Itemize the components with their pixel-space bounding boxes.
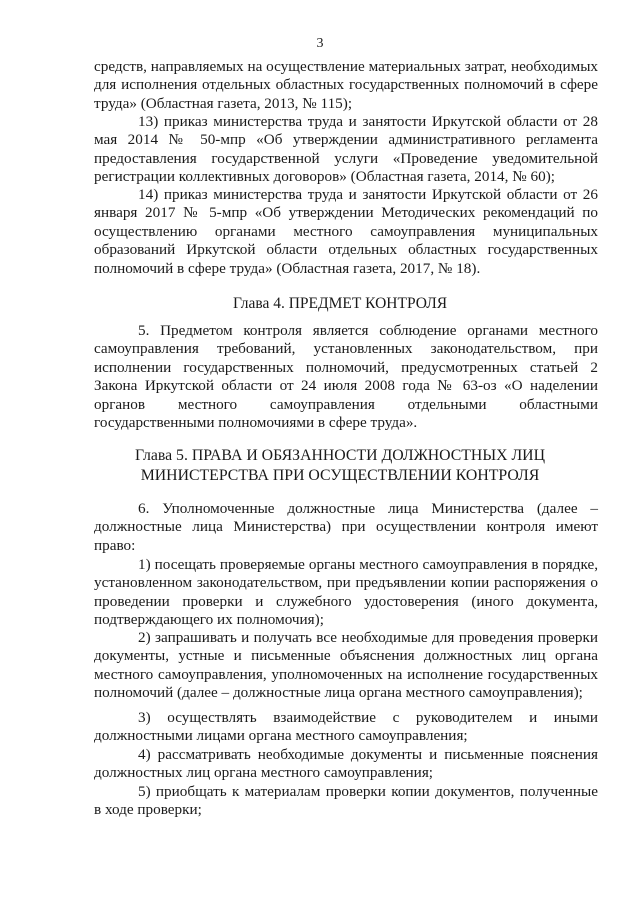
paragraph-item-13: 13) приказ министерства труда и занятости Иркутской области от 28 мая 2014 № 50-мпр «Об утверждении административного регламента предоставления государственной услуги «Проведение уведомительной регистрации коллективных договоров» (Областная газета, 2014, № 60); [94, 113, 598, 186]
paragraph-6: 6. Уполномоченные должностные лица Министерства (далее – должностные лица Министерства) при осуществлении контроля имеют право: [94, 500, 598, 554]
list-item-2: 2) запрашивать и получать все необходимые для проведения проверки документы, устные и письменные объяснения должностных лиц органа местного самоуправления, уполномоченных на исполнение государственных полномочий (далее – должностные лица органа местного самоуправления); [94, 629, 598, 702]
page-number: 3 [316, 36, 324, 51]
list-item-3: 3) осуществлять взаимодействие с руководителем и иными должностными лицами органа местного самоуправления; [94, 709, 598, 745]
list-item-1: 1) посещать проверяемые органы местного самоуправления в порядке, установленном законодательством, при предъявлении копии распоряжения о проведении проверки и служебного удостоверения (иного документа, подтверждающего их полномочия); [94, 556, 598, 629]
chapter-4-heading: Глава 4. ПРЕДМЕТ КОНТРОЛЯ [232, 295, 448, 312]
paragraph-item-14: 14) приказ министерства труда и занятости Иркутской области от 26 января 2017 № 5-мпр «Об утверждении Методических рекомендаций по осуществлению органами местного самоуправления муниципальных образований Иркутской области отдельных областных государственных полномочий в сфере труда» (Областная газета, 2017, № 18). [94, 186, 598, 277]
list-item-5: 5) приобщать к материалам проверки копии документов, полученные в ходе проверки; [94, 783, 598, 819]
list-item-4: 4) рассматривать необходимые документы и письменные пояснения должностных лиц органа местного самоуправления; [94, 746, 598, 782]
paragraph-5: 5. Предметом контроля является соблюдение органами местного самоуправления требований, установленных законодательством, при исполнении государственных полномочий, предусмотренных статьей 2 Закона Иркутской области от 24 июля 2008 года № 63-оз «О наделении органов местного самоуправления отдельными областными государственными полномочиями в сфере труда». [94, 322, 598, 432]
paragraph-continuation: средств, направляемых на осуществление материальных затрат, необходимых для исполнения отдельных областных государственных полномочий в сфере труда» (Областная газета, 2013, № 115); [94, 58, 598, 112]
chapter-5-heading: Глава 5. ПРАВА И ОБЯЗАННОСТИ ДОЛЖНОСТНЫХ ЛИЦ МИНИСТЕРСТВА ПРИ ОСУЩЕСТВЛЕНИИ КОНТРОЛЯ [135, 447, 545, 484]
